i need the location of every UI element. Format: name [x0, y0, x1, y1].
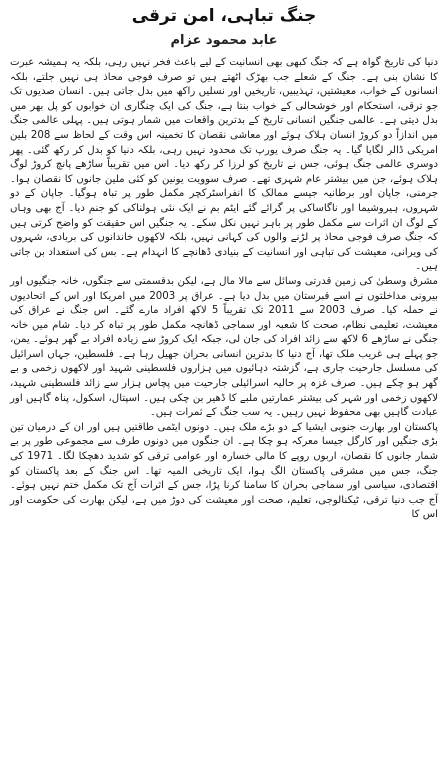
article-paragraph: دنیا کی تاریخ گواہ ہے کہ جنگ کبھی بھی انسانیت کے لیے باعث فخر نہیں رہی، بلکہ یہ ہمیشہ عبرت کا نشان بنی ہے۔ جنگ کے شعلے جب بھڑک اٹھتے ہیں تو صرف فوجی محاذ ہی نہیں جلتے، بلکہ انسانوں کے خواب، معیشتیں، تہذیبیں، تاریخیں اور نسلیں راکھ میں بدل جاتی ہیں۔ انسان صدیوں تک جو ترقی، استحکام اور خوشحالی کے خواب بنتا ہے، جنگ کی ایک چنگاری ان خوابوں کو پل بھر میں بدل دیتی ہے۔ عالمی جنگیں انسانی تاریخ کے بدترین واقعات میں شمار ہوتی ہیں۔ پہلی عالمی جنگ میں اندازاً دو کروڑ انسان ہلاک ہوئے اور معاشی نقصان کا تخمینہ اس وقت کے لحاظ سے 208 بلین امریکی ڈالر لگایا گیا۔ یہ جنگ صرف یورپ تک محدود نہیں رہی، بلکہ دنیا کو بدل کر رکھ گئی۔ پھر دوسری عالمی جنگ ہوئی، جس نے تاریخ کو لرزا کر رکھ دیا۔ اس میں تقریباً ساڑھے پانچ کروڑ لوگ ہلاک ہوئے، جن میں بیشتر عام شہری تھے۔ صرف سوویت یونین کو کئی ملین جانوں کا نقصان ہوا۔ جرمنی، جاپان اور برطانیہ جیسے ممالک کا انفراسٹرکچر مکمل طور پر تباہ ہوگیا۔ جاپان کے دو شہروں، ہیروشیما اور ناگاساکی پر گرائے گئے ایٹم بم نے ایک نئی ہولناکی کو جنم دیا۔ آج بھی وہاں کے لوگ ان اثرات سے مکمل طور پر باہر نہیں نکل سکے۔ یہ جنگیں اس حقیقت کو واضح کرتی ہیں کہ جنگ صرف فوجی محاذ پر لڑنے والوں کی کہانی نہیں، بلکہ لاکھوں خاندانوں کی بربادی، شہروں کی ویرانی، معیشت کی تباہی اور انسانیت کے بنیادی ڈھانچے کا انہدام ہے۔ بس کی استعداد بن جاتی ہیں۔ — [10, 57, 438, 273]
article-title: جنگ تباہی، امن ترقی — [131, 6, 317, 26]
article-body — [10, 56, 438, 523]
article-paragraph: مشرق وسطیٰ کی زمین قدرتی وسائل سے مالا مال ہے، لیکن بدقسمتی سے جنگوں، خانہ جنگیوں اور بیرونی مداخلتوں نے اسے قبرستان میں بدل دیا ہے۔ عراق پر 2003 میں امریکا اور اس کے اتحادیوں نے حملہ کیا۔ صرف 2003 سے 2011 تک تقریباً 5 لاکھ افراد مارے گئے۔ اس جنگ نے عراق کی معیشت، تعلیمی نظام، صحت کا شعبہ اور سماجی ڈھانچہ مکمل طور پر تباہ کر دیا۔ شام میں خانہ جنگی نے ساڑھے 6 لاکھ سے زائد افراد کی جان لی، جبکہ ایک کروڑ سے زیادہ افراد بے گھر ہوئے۔ یمن، جو پہلے ہی غریب ملک تھا، آج دنیا کا بدترین انسانی بحران جھیل رہا ہے۔ فلسطین، جہاں اسرائیل کی مسلسل جارحیت جاری ہے، گزشتہ دہائیوں میں ہزاروں فلسطینی شہید اور لاکھوں زخمی و بے گھر ہو چکے ہیں۔ صرف غزہ پر حالیہ اسرائیلی جارحیت میں پچاس ہزار سے زائد فلسطینی شہید، لاکھوں زخمی اور شہر کی بیشتر عمارتیں ملبے کا ڈھیر بن چکی ہیں۔ اسپتال، اسکول، پناہ گاہیں اور عبادت گاہیں بھی محفوظ نہیں رہیں۔ یہ سب جنگ کے ثمرات ہیں۔ — [10, 275, 439, 419]
article-paragraph: پاکستان اور بھارت جنوبی ایشیا کے دو بڑے ملک ہیں۔ دونوں ایٹمی طاقتیں ہیں اور ان کے درمیان تین بڑی جنگیں اور کارگل جیسا معرکہ ہو چکا ہے۔ ان جنگوں میں دونوں طرف سے مجموعی طور پر بے شمار جانوں کا نقصان، اربوں روپے کا مالی خسارہ اور عوامی ترقی کو شدید دھچکا لگا۔ 1971 کی جنگ، جس میں مشرقی پاکستان الگ ہوا، ایک تاریخی المیہ تھا۔ اس جنگ کے بعد پاکستان کو اقتصادی، سیاسی اور سماجی بحران کا سامنا کرنا پڑا، جس کے اثرات آج تک مکمل ختم نہیں ہوئے۔ آج جب دنیا ترقی، ٹیکنالوجی، تعلیم، صحت اور معیشت کی دوڑ میں ہے، لیکن بھارت کی حکومت اور اس کا — [10, 421, 438, 521]
author-byline: عابد محمود عزام — [170, 33, 278, 48]
